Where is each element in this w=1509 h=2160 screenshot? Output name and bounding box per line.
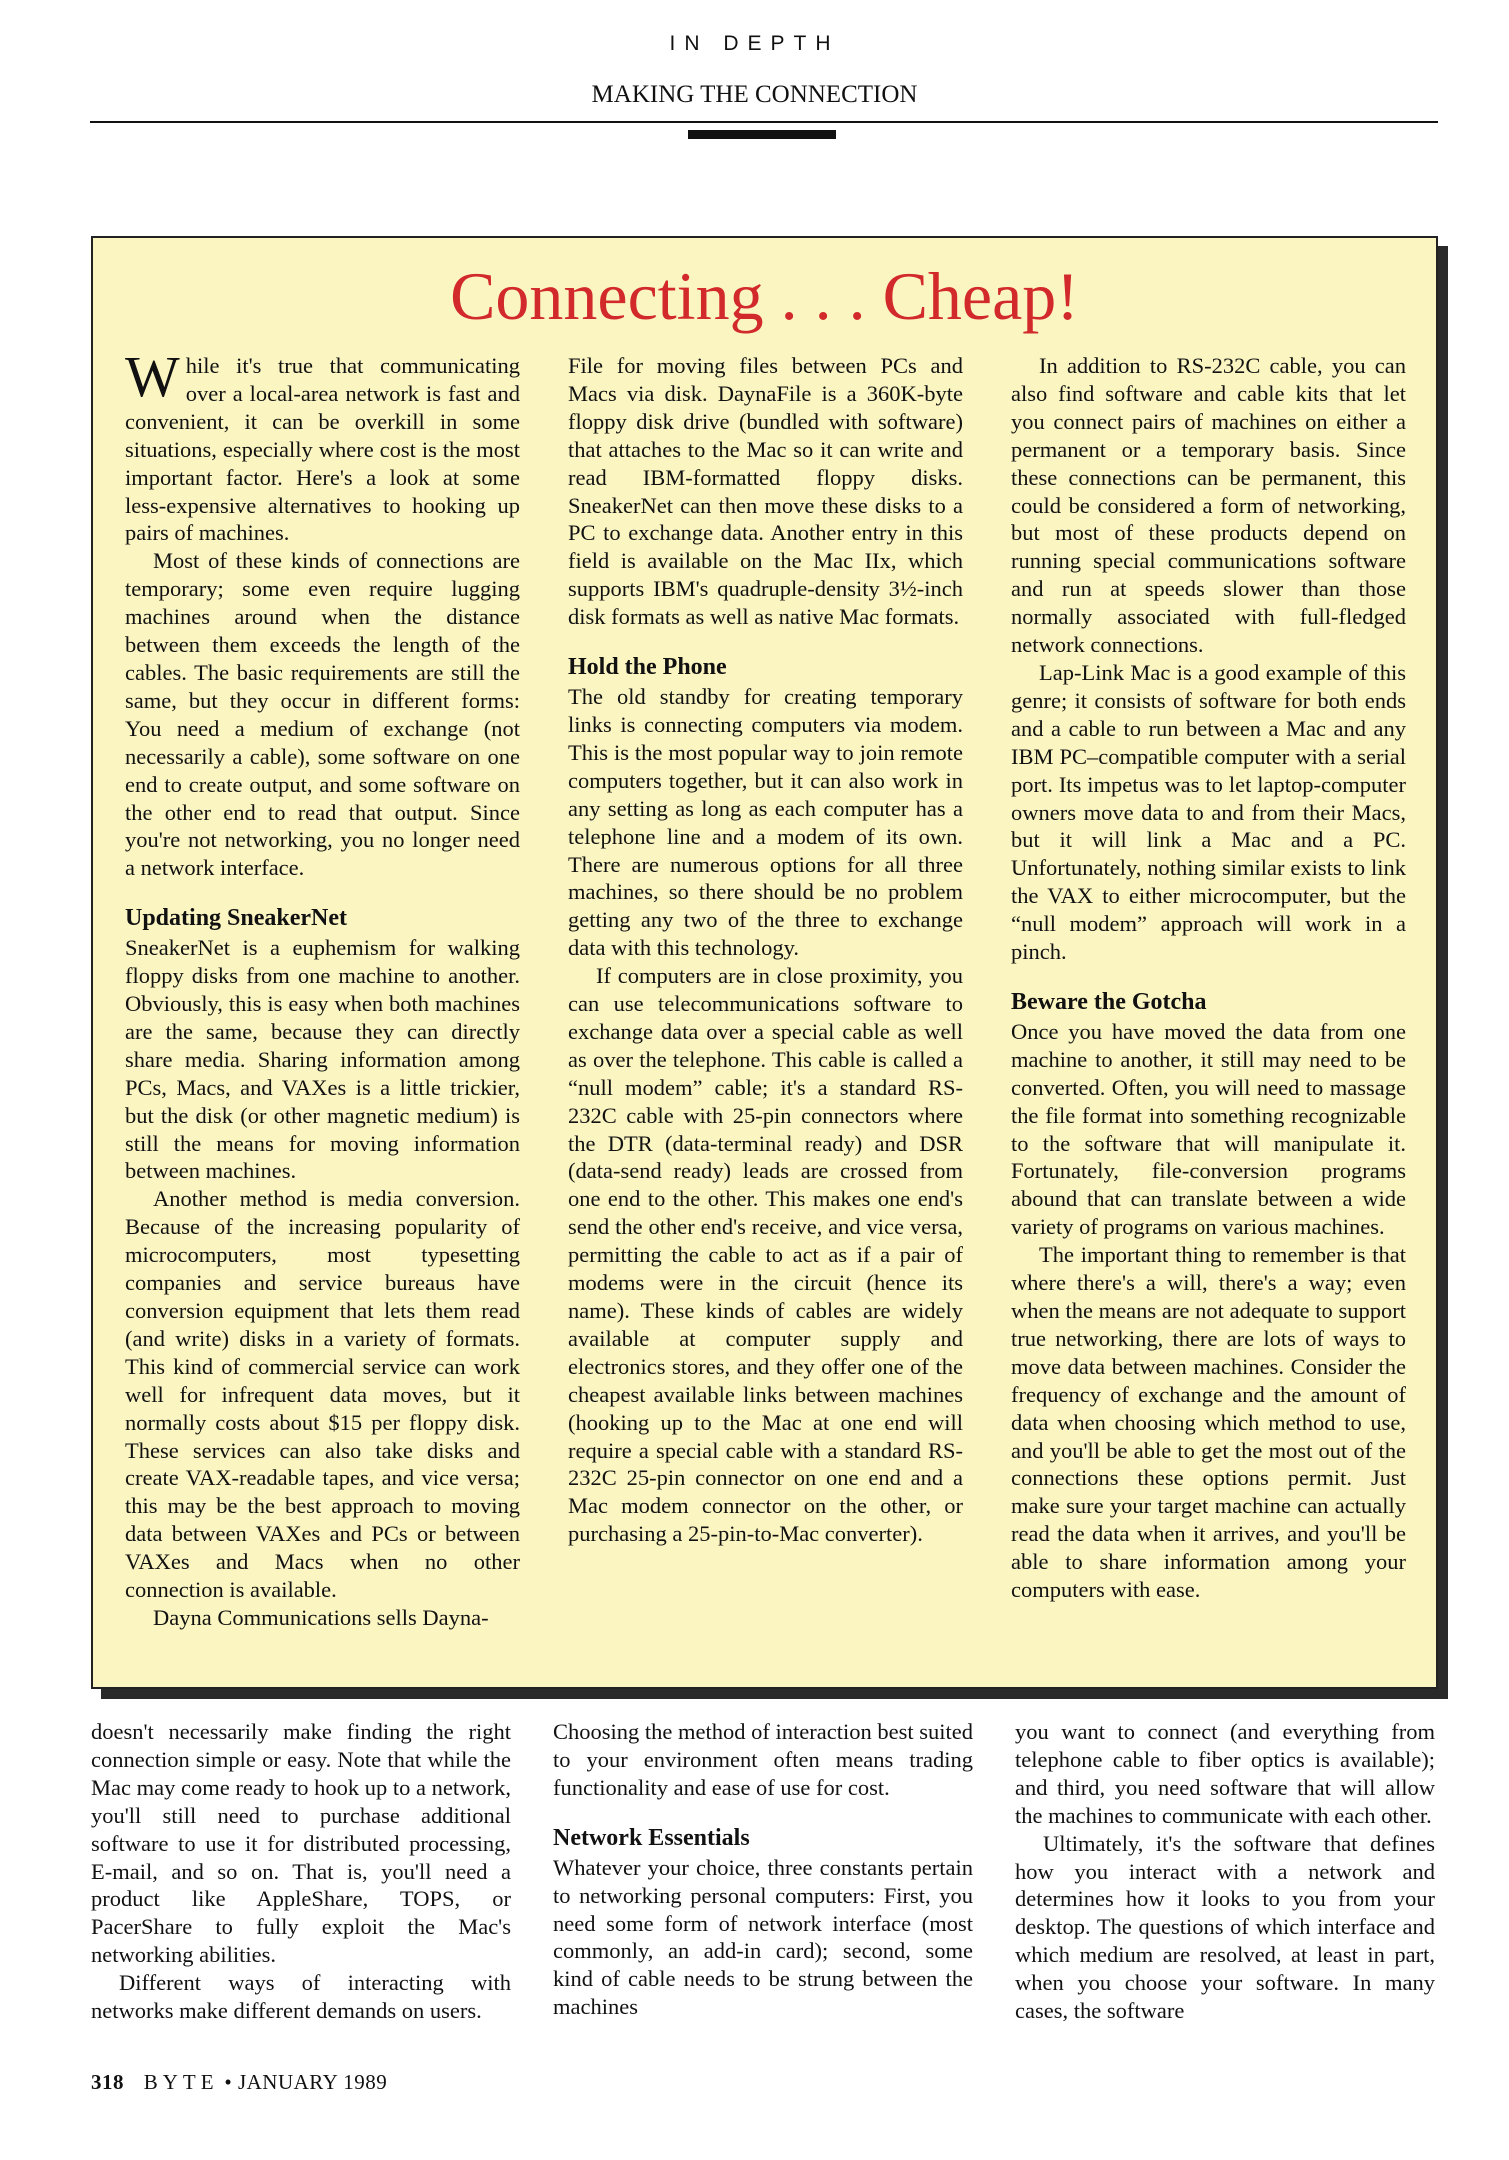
- header-rule: [90, 121, 1438, 123]
- body-paragraph: Different ways of interacting with networks make different demands on users.: [91, 1970, 511, 2024]
- main-column-2: [553, 1718, 973, 2021]
- sidebar-paragraph: SneakerNet is a euphemism for walking floppy disks from one machine to another. Obviously, this is easy when both machines are the same, because they can directly share media. Sharing information among PCs, Macs, and VAXes is a little trickier, but the disk (or other magnetic medium) is still the means for moving information between machines.: [125, 935, 520, 1184]
- sidebar-paragraph: Once you have moved the data from one machine to another, it still may need to be converted. Often, you will need to massage the file format into something recognizable to the software that will manipulate it. Fortunately, file-conversion programs abound that can translate between a wide variety of programs on various machines.: [1011, 1018, 1406, 1240]
- sidebar-paragraph: The important thing to remember is that where there's a will, there's a way; even when the means are not adequate to support true networking, there are lots of ways to move data between machines. Consider the frequency of exchange and the amount of data when choosing which method to use, and you'll be able to get the most out of the connections these options permit. Just make sure your target machine can actually read the data when it arrives, and you'll be able to share information among your computers with ease.: [1011, 1242, 1406, 1603]
- body-paragraph: Ultimately, it's the software that defines how you interact with a network and determines how it looks to you from your desktop. The questions of which interface and which medium are resolved, at least in part, when you choose your software. In many cases, the software: [1015, 1830, 1435, 2024]
- issue-date: JANUARY 1989: [237, 2070, 388, 2094]
- page-number: 318: [91, 2070, 124, 2094]
- body-paragraph: Whatever your choice, three constants pertain to networking personal computers: First, you need some form of network interface (most commonly, an add-in card); second, some kind of cable needs to be strung between the machines: [553, 1854, 973, 2020]
- sidebar-paragraph: If computers are in close proximity, you can use telecommunications software to exchange data over a special cable as well as over the telephone. This cable is called a “null modem” cable; it's a standard RS-232C cable with 25-pin connectors where the DTR (data-terminal ready) and DSR (data-send ready) leads are crossed from one end to the other. This makes one end's send the other end's receive, and vice versa, permitting the cable to act as if a pair of modems were in the circuit (hence its name). These kinds of cables are widely available at computer supply and electronics stores, and they offer one of the cheapest available links between machines (hooking up to the Mac at one end will require a special cable with a standard RS-232C 25-pin connector on one end and a Mac modem connector on the other, or purchasing a 25-pin-to-Mac converter).: [568, 963, 963, 1547]
- body-paragraph: doesn't necessarily make finding the right connection simple or easy. Note that while the Mac may come ready to hook up to a network, you'll still need to purchase additional software to use it for distributed processing, E-mail, and so on. That is, you'll need a product like AppleShare, TOPS, or PacerShare to fully exploit the Mac's networking abilities.: [91, 1719, 511, 1968]
- publication-name: BYTE: [143, 2070, 219, 2094]
- main-column-3: [1015, 1718, 1435, 2025]
- section-title: MAKING THE CONNECTION: [591, 81, 918, 108]
- sidebar-paragraph: Dayna Communications sells Dayna-: [153, 1604, 489, 1630]
- sidebar-title: Connecting . . . Cheap!: [450, 258, 1079, 334]
- paragraph-text: hile it's true that communicating over a local-area network is fast and convenient, it can be overkill in some situations, especially where cost is the most important factor. Here's a look at some less-expensive alternatives to hooking up pairs of machines.: [125, 353, 520, 546]
- sidebar-box: [91, 236, 1438, 1689]
- sidebar-paragraph: [125, 344, 520, 547]
- subhead-network-essentials: Network Essentials: [553, 1824, 750, 1851]
- subhead-hold-the-phone: Hold the Phone: [568, 654, 727, 681]
- subhead-updating-sneakernet: Updating SneakerNet: [125, 905, 348, 932]
- drop-cap: W: [125, 344, 180, 409]
- header-bar: [688, 130, 836, 139]
- sidebar-column-3: [1011, 352, 1406, 1604]
- sidebar-paragraph: Most of these kinds of connections are temporary; some even require lugging machines around when the distance between them exceeds the length of the cables. The basic requirements are still the same, but they occur in different forms: You need a medium of exchange (not necessarily a cable), some software on one end to create output, and some software on the other end to read that output. Since you're not networking, you no longer need a network interface.: [125, 548, 520, 881]
- sidebar-column-1: [125, 344, 520, 1632]
- footer-separator: •: [224, 2070, 233, 2094]
- sidebar-paragraph: Another method is media conversion. Because of the increasing popularity of microcomputers, most typesetting companies and service bureaus have conversion equipment that lets them read (and write) disks in a variety of formats. This kind of commercial service can work well for infrequent data moves, but it normally costs about $15 per floppy disk. These services can also take disks and create VAX-readable tapes, and vice versa; this may be the best approach to moving data between VAXes and PCs or between VAXes and Macs when no other connection is available.: [125, 1186, 520, 1603]
- sidebar-paragraph: The old standby for creating temporary links is connecting computers via modem. This is the most popular way to join remote computers together, but it can also work in any setting as long as each computer has a telephone line and a modem of its own. There are numerous options for all three machines, so there should be no problem getting any two of the three to exchange data with this technology.: [568, 684, 963, 961]
- sidebar-column-2: [568, 352, 963, 1548]
- sidebar-paragraph: Lap-Link Mac is a good example of this genre; it consists of software for both ends and a cable to run between a Mac and any IBM PC–compatible computer with a serial port. Its impetus was to let laptop-computer owners move data to and from their Macs, but it will link a Mac and a PC. Unfortunately, nothing similar exists to link the VAX to either microcomputer, but the “null modem” approach will work in a pinch.: [1011, 659, 1406, 965]
- page-footer: [91, 2070, 387, 2095]
- section-kicker: IN DEPTH: [669, 32, 840, 55]
- sidebar-paragraph: In addition to RS-232C cable, you can also find software and cable kits that let you connect pairs of machines on either a permanent or a temporary basis. Since these connections can be permanent, this could be considered a form of networking, but most of these products depend on running special communications software and run at speeds slower than those normally associated with full-fledged network connections.: [1011, 353, 1406, 658]
- sidebar-paragraph: File for moving files between PCs and Macs via disk. DaynaFile is a 360K-byte floppy disk drive (bundled with software) that attaches to the Mac so it can write and read IBM-formatted floppy disks. SneakerNet can then move these disks to a PC to exchange data. Another entry in this field is available on the Mac IIx, which supports IBM's quadruple-density 3½-inch disk formats as well as native Mac formats.: [568, 353, 963, 630]
- body-paragraph: you want to connect (and everything from telephone cable to fiber optics is available); and third, you need software that will allow the machines to communicate with each other.: [1015, 1719, 1435, 1828]
- subhead-beware-the-gotcha: Beware the Gotcha: [1011, 988, 1207, 1015]
- main-column-1: [91, 1718, 511, 2025]
- body-paragraph: Choosing the method of interaction best suited to your environment often means trading functionality and ease of use for cost.: [553, 1719, 973, 1800]
